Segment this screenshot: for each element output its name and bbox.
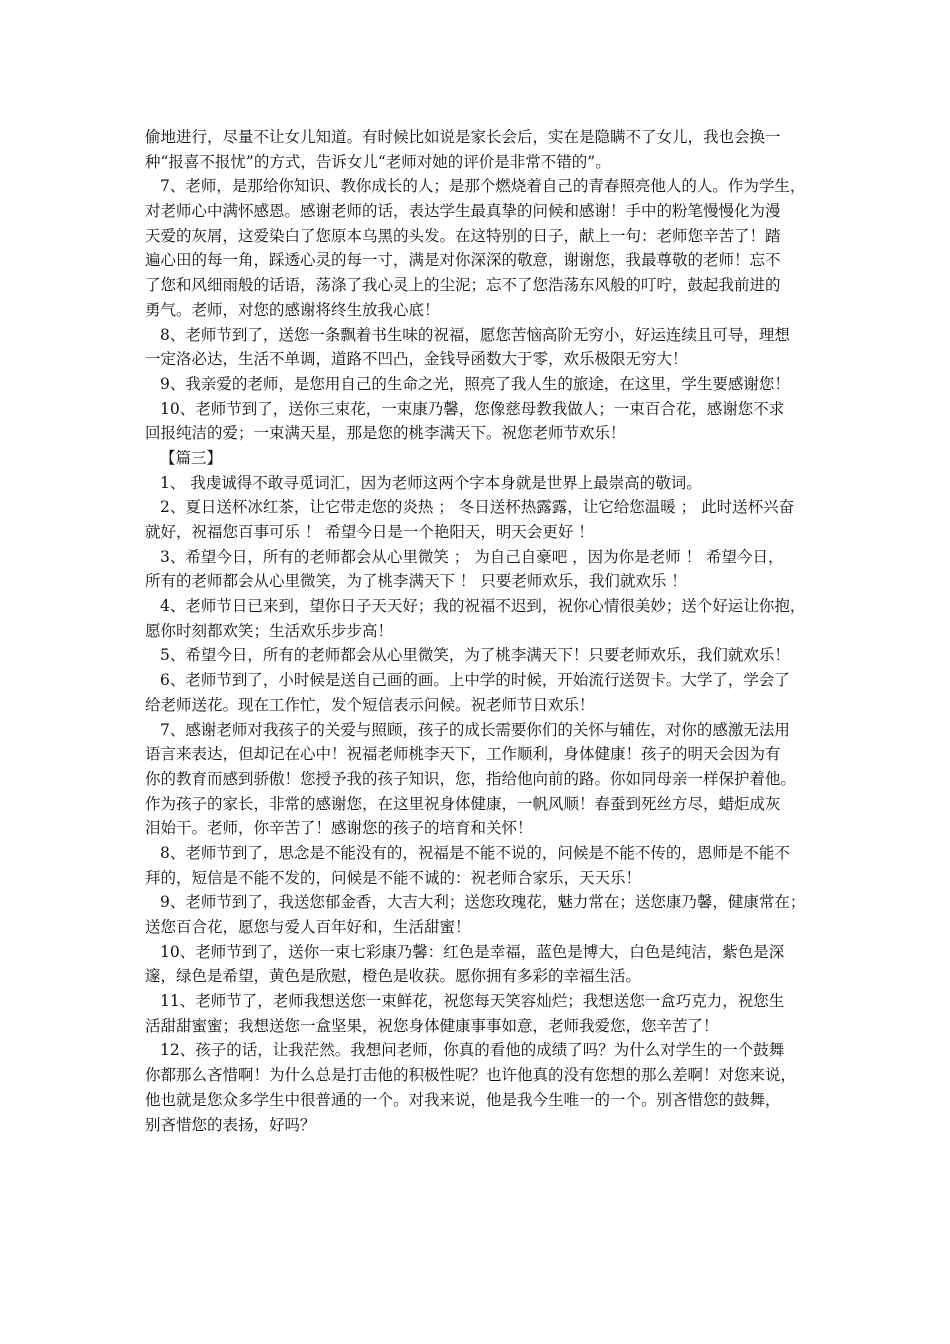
text-line: 语言来表达，但却记在心中！祝福老师桃李天下，工作顺利，身体健康！孩子的明天会因为有	[145, 745, 781, 764]
text-line: 10、老师节到了，送你一束七彩康乃馨：红色是幸福，蓝色是博大，白色是纯洁，紫色是深	[160, 942, 785, 961]
text-line: 所有的老师都会从心里微笑，为了桃李满天下 ！ 只要老师欢乐，我们就欢乐 ！	[145, 572, 687, 591]
text-line: 活甜甜蜜蜜；我想送您一盒坚果，祝您身体健康事事如意，老师我爱您，您辛苦了！	[145, 1016, 719, 1035]
text-line: 勇气。老师，对您的感谢将终生放我心底！	[145, 300, 440, 319]
text-line: 愿你时刻都欢笑；生活欢乐步步高！	[145, 621, 394, 640]
text-line: 7、老师，是那给你知识、教你成长的人；是那个燃烧着自己的青春照亮他人的人。作为学生，	[160, 177, 806, 196]
document-body	[145, 125, 817, 1137]
text-line: 9、老师节到了，我送您郁金香，大吉大利；送您玫瑰花，魅力常在；送您康乃馨，健康常在；	[160, 893, 806, 912]
text-line: 作为孩子的家长，非常的感谢您，在这里祝身体健康，一帆风顺！春蚕到死丝方尽，蜡炬成灰	[145, 794, 781, 813]
text-line: 你都那么吝惜啊！为什么总是打击他的积极性呢？也许他真的没有您想的那么差啊！对您来说，	[145, 1066, 797, 1085]
text-line: 12、孩子的话，让我茫然。我想问老师，你真的看他的成绩了吗？为什么对学生的一个鼓舞	[160, 1041, 785, 1060]
text-line: 11、老师节了，老师我想送您一束鲜花，祝您每天笑容灿烂；我想送您一盒巧克力，祝您生	[160, 992, 785, 1011]
text-line: 5、希望今日，所有的老师都会从心里微笑，为了桃李满天下！只要老师欢乐，我们就欢乐！	[160, 646, 790, 665]
text-line: 给老师送花。现在工作忙，发个短信表示问候。祝老师节日欢乐！	[145, 695, 595, 714]
text-line: 10、老师节到了，送你三束花，一束康乃馨，您像慈母教我做人；一束百合花，感谢您不求	[160, 399, 785, 418]
text-line: 8、老师节到了，思念是不能没有的，祝福是不能不说的，问候是不能不传的，恩师是不能不	[160, 843, 790, 862]
text-line: 4、老师节日已来到，望你日子天天好；我的祝福不迟到，祝你心情很美妙；送个好运让你抱，	[160, 597, 806, 616]
text-line: 7、感谢老师对我孩子的关爱与照顾，孩子的成长需要你们的关怀与辅佐，对你的感激无法用	[160, 720, 790, 739]
text-line: 种“报喜不报忧”的方式，告诉女儿“老师对她的评价是非常不错的”。	[145, 152, 611, 171]
text-line: 你的教育而感到骄傲！您授予我的孩子知识，您，指给他向前的路。你如同母亲一样保护着他。	[145, 769, 797, 788]
text-line: 9、我亲爱的老师，是您用自己的生命之光，照亮了我人生的旅途，在这里，学生要感谢您！	[160, 374, 790, 393]
text-line: 送您百合花，愿您与爱人百年好和，生活甜蜜！	[145, 918, 471, 936]
text-line: 6、老师节到了，小时候是送自己画的画。上中学的时候，开始流行送贺卡。大学了，学会了	[160, 671, 790, 690]
text-line: 天爱的灰屑，这爱染白了您原本乌黑的头发。在这特别的日子，献上一句：老师您辛苦了！踏	[145, 226, 781, 245]
text-line: 1、 我虔诚得不敢寻觅词汇，因为老师这两个字本身就是世界上最崇高的敬词。	[160, 473, 702, 492]
text-line: 回报纯洁的爱；一束满天星，那是您的桃李满天下。祝您老师节欢乐！	[145, 424, 626, 443]
text-line: 拜的，短信是不能不发的，问候是不能不诚的：祝老师合家乐，天天乐！	[145, 868, 642, 887]
text-line: 2、夏日送杯冰红茶，让它带走您的炎热 ； 冬日送杯热露露，让它给您温暖 ； 此时送杯兴奋	[160, 498, 795, 517]
text-line: 【篇三】	[160, 448, 223, 467]
text-line: 他也就是您众多学生中很普通的一个。对我来说，他是我今生唯一的一个。别吝惜您的鼓舞，	[145, 1090, 781, 1109]
text-line: 了您和风细雨般的话语，荡涤了我心灵上的尘泥；忘不了您浩荡东风般的叮咛，鼓起我前进的	[145, 276, 781, 295]
text-line: 一定洛必达，生活不单调，道路不凹凸，金钱导函数大于零，欢乐极限无穷大！	[145, 350, 688, 369]
text-line: 偷地进行，尽量不让女儿知道。有时候比如说是家长会后，实在是隐瞒不了女儿，我也会换一	[145, 128, 781, 146]
text-line: 邃，绿色是希望，黄色是欣慰，橙色是收获。愿你拥有多彩的幸福生活。	[145, 967, 642, 986]
text-line: 8、老师节到了，送您一条飘着书生味的祝福，愿您苦恼高阶无穷小，好运连续且可导，理想	[160, 325, 790, 344]
text-line: 对老师心中满怀感恩。感谢老师的话，表达学生最真挚的问候和感谢！手中的粉笔慢慢化为漫	[145, 202, 781, 221]
text-line: 别吝惜您的表扬，好吗？	[145, 1115, 316, 1134]
text-line: 泪始干。老师，你辛苦了！感谢您的孩子的培育和关怀！	[145, 819, 533, 838]
text-line: 就好，祝福您百事可乐 ！ 希望今日是一个艳阳天，明天会更好 ！	[145, 523, 594, 541]
text-line: 3、希望今日，所有的老师都会从心里微笑 ； 为自己自豪吧 ，因为你是老师 ！ 希望今日，	[160, 547, 784, 566]
text-line: 遍心田的每一角，踩透心灵的每一寸，满是对你深深的敬意，谢谢您，我最尊敬的老师！忘不	[145, 251, 781, 270]
